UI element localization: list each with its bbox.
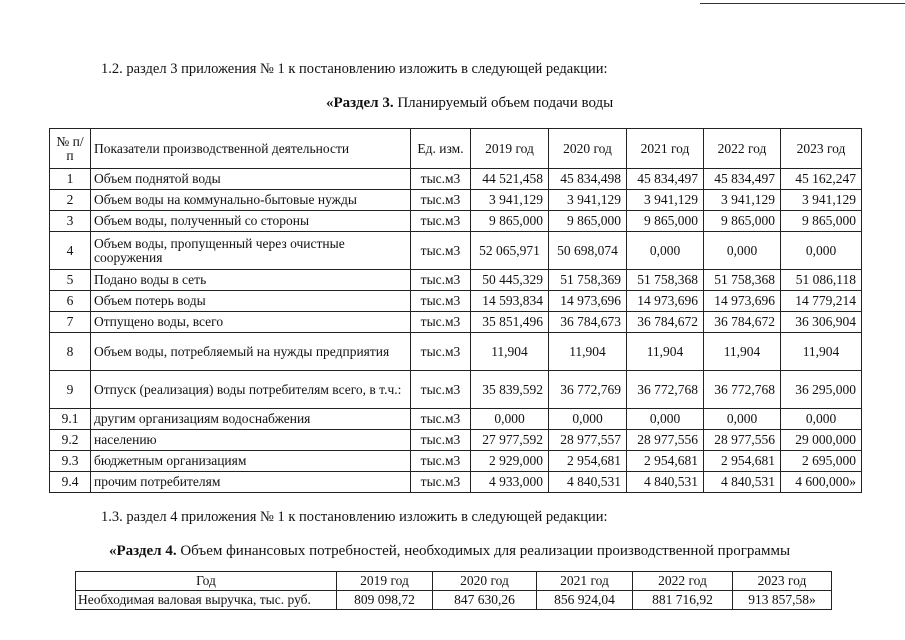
section-3-title: [326, 95, 613, 112]
row-value-2022: 36 784,672: [704, 312, 781, 333]
table-row: [50, 291, 862, 312]
header-year-2021: 2021 год: [627, 129, 704, 169]
row-value-2019: 9 865,000: [471, 211, 549, 232]
row-value-2020: 4 840,531: [549, 472, 627, 493]
row-unit: тыс.м3: [411, 169, 471, 190]
table-row: [50, 409, 862, 430]
row-indicator-name: Объем потерь воды: [91, 291, 411, 312]
row-num: 9.2: [50, 430, 91, 451]
row-value-2019: 2 929,000: [471, 451, 549, 472]
row-value-2021: 4 840,531: [627, 472, 704, 493]
section-4-title-rest: Объем финансовых потребностей, необходимых для реализации производственной программы: [176, 543, 791, 559]
row-value-2020: 45 834,498: [549, 169, 627, 190]
row-indicator-name: прочим потребителям: [91, 472, 411, 493]
top-rule-line: [700, 3, 905, 4]
row-indicator-name: Объем воды, потребляемый на нужды предприятия: [91, 333, 411, 371]
row-value-2022: 0,000: [704, 232, 781, 270]
row-num: 6: [50, 291, 91, 312]
row-value-2019: 3 941,129: [471, 190, 549, 211]
row-unit: тыс.м3: [411, 472, 471, 493]
row-value-2023: 0,000: [781, 232, 862, 270]
row-value-2021: 11,904: [627, 333, 704, 371]
row-value-2021: 9 865,000: [627, 211, 704, 232]
row-value-2023: 3 941,129: [781, 190, 862, 211]
table4-revenue-2020: 847 630,26: [433, 591, 537, 610]
row-value-2022: 51 758,368: [704, 270, 781, 291]
row-value-2022: 28 977,556: [704, 430, 781, 451]
row-value-2020: 14 973,696: [549, 291, 627, 312]
table-row: [50, 312, 862, 333]
row-value-2023: 0,000: [781, 409, 862, 430]
row-value-2023: 11,904: [781, 333, 862, 371]
section-4-title-bold: «Раздел 4.: [109, 543, 177, 559]
row-value-2023: 14 779,214: [781, 291, 862, 312]
header-name: Показатели производственной деятельности: [91, 129, 411, 169]
row-value-2023: 9 865,000: [781, 211, 862, 232]
table4-header-2021: 2021 год: [537, 572, 633, 591]
table-row: [50, 270, 862, 291]
row-value-2019: 0,000: [471, 409, 549, 430]
row-num: 9.1: [50, 409, 91, 430]
row-value-2021: 36 772,768: [627, 371, 704, 409]
row-indicator-name: населению: [91, 430, 411, 451]
row-unit: тыс.м3: [411, 312, 471, 333]
row-value-2021: 0,000: [627, 232, 704, 270]
row-value-2022: 0,000: [704, 409, 781, 430]
row-value-2023: 45 162,247: [781, 169, 862, 190]
row-value-2022: 14 973,696: [704, 291, 781, 312]
row-value-2019: 35 839,592: [471, 371, 549, 409]
row-indicator-name: другим организациям водоснабжения: [91, 409, 411, 430]
table4-header-row: [76, 572, 832, 591]
row-num: 4: [50, 232, 91, 270]
row-indicator-name: Подано воды в сеть: [91, 270, 411, 291]
row-value-2020: 28 977,557: [549, 430, 627, 451]
paragraph-1-2: 1.2. раздел 3 приложения № 1 к постановлению изложить в следующей редакции:: [101, 61, 608, 77]
row-indicator-name: Объем воды на коммунально-бытовые нужды: [91, 190, 411, 211]
row-value-2021: 0,000: [627, 409, 704, 430]
row-value-2021: 51 758,368: [627, 270, 704, 291]
row-value-2021: 36 784,672: [627, 312, 704, 333]
row-value-2019: 44 521,458: [471, 169, 549, 190]
row-value-2019: 14 593,834: [471, 291, 549, 312]
row-value-2021: 45 834,497: [627, 169, 704, 190]
row-value-2020: 9 865,000: [549, 211, 627, 232]
row-value-2022: 3 941,129: [704, 190, 781, 211]
row-value-2019: 27 977,592: [471, 430, 549, 451]
row-value-2022: 45 834,497: [704, 169, 781, 190]
row-indicator-name: Объем воды, пропущенный через очистные сооружения: [91, 232, 411, 270]
row-value-2023: 29 000,000: [781, 430, 862, 451]
row-unit: тыс.м3: [411, 333, 471, 371]
row-value-2023: 4 600,000»: [781, 472, 862, 493]
row-unit: тыс.м3: [411, 409, 471, 430]
table4-header-2020: 2020 год: [433, 572, 537, 591]
row-indicator-name: Объем поднятой воды: [91, 169, 411, 190]
row-value-2020: 51 758,369: [549, 270, 627, 291]
table4-revenue-2021: 856 924,04: [537, 591, 633, 610]
row-value-2021: 28 977,556: [627, 430, 704, 451]
row-value-2021: 14 973,696: [627, 291, 704, 312]
row-value-2023: 36 295,000: [781, 371, 862, 409]
row-num: 8: [50, 333, 91, 371]
table-row: [50, 333, 862, 371]
row-value-2020: 36 772,769: [549, 371, 627, 409]
table4-header-2022: 2022 год: [633, 572, 733, 591]
row-value-2020: 0,000: [549, 409, 627, 430]
row-value-2019: 11,904: [471, 333, 549, 371]
table4-revenue-2023: 913 857,58»: [733, 591, 832, 610]
header-year-2020: 2020 год: [549, 129, 627, 169]
row-value-2019: 35 851,496: [471, 312, 549, 333]
table4-header-year: Год: [76, 572, 337, 591]
row-unit: тыс.м3: [411, 232, 471, 270]
row-num: 9.3: [50, 451, 91, 472]
row-num: 3: [50, 211, 91, 232]
row-value-2020: 50 698,074: [549, 232, 627, 270]
table-row: [50, 430, 862, 451]
financial-needs-table: [75, 571, 832, 610]
header-num: № п/п: [50, 129, 91, 169]
section-3-title-bold: «Раздел 3.: [326, 95, 394, 111]
row-value-2022: 36 772,768: [704, 371, 781, 409]
row-value-2023: 2 695,000: [781, 451, 862, 472]
row-value-2023: 36 306,904: [781, 312, 862, 333]
header-year-2022: 2022 год: [704, 129, 781, 169]
row-num: 1: [50, 169, 91, 190]
header-year-2019: 2019 год: [471, 129, 549, 169]
row-unit: тыс.м3: [411, 451, 471, 472]
row-unit: тыс.м3: [411, 270, 471, 291]
row-value-2022: 4 840,531: [704, 472, 781, 493]
table-row: [50, 169, 862, 190]
row-unit: тыс.м3: [411, 430, 471, 451]
table4-header-2019: 2019 год: [337, 572, 433, 591]
row-value-2019: 4 933,000: [471, 472, 549, 493]
row-value-2023: 51 086,118: [781, 270, 862, 291]
header-unit: Ед. изм.: [411, 129, 471, 169]
table-header-row: [50, 129, 862, 169]
row-value-2020: 11,904: [549, 333, 627, 371]
section-4-title: [109, 543, 790, 560]
row-value-2021: 3 941,129: [627, 190, 704, 211]
header-year-2023: 2023 год: [781, 129, 862, 169]
section-3-title-rest: Планируемый объем подачи воды: [393, 95, 614, 111]
row-num: 5: [50, 270, 91, 291]
row-value-2021: 2 954,681: [627, 451, 704, 472]
paragraph-1-3: 1.3. раздел 4 приложения № 1 к постановлению изложить в следующей редакции:: [101, 509, 608, 525]
row-num: 9.4: [50, 472, 91, 493]
table-row: [50, 472, 862, 493]
table4-revenue-2022: 881 716,92: [633, 591, 733, 610]
row-value-2019: 52 065,971: [471, 232, 549, 270]
table4-revenue-2019: 809 098,72: [337, 591, 433, 610]
row-value-2019: 50 445,329: [471, 270, 549, 291]
row-indicator-name: бюджетным организациям: [91, 451, 411, 472]
row-unit: тыс.м3: [411, 190, 471, 211]
water-supply-table: [49, 128, 862, 493]
table-row: [50, 371, 862, 409]
row-value-2022: 11,904: [704, 333, 781, 371]
row-indicator-name: Отпуск (реализация) воды потребителям всего, в т.ч.:: [91, 371, 411, 409]
row-value-2020: 36 784,673: [549, 312, 627, 333]
row-value-2020: 3 941,129: [549, 190, 627, 211]
row-value-2020: 2 954,681: [549, 451, 627, 472]
table-row: [50, 232, 862, 270]
row-unit: тыс.м3: [411, 211, 471, 232]
table4-header-2023: 2023 год: [733, 572, 832, 591]
row-unit: тыс.м3: [411, 291, 471, 312]
row-indicator-name: Объем воды, полученный со стороны: [91, 211, 411, 232]
row-num: 7: [50, 312, 91, 333]
table4-revenue-label: Необходимая валовая выручка, тыс. руб.: [76, 591, 337, 610]
row-num: 9: [50, 371, 91, 409]
table-row: [50, 211, 862, 232]
row-value-2022: 2 954,681: [704, 451, 781, 472]
row-num: 2: [50, 190, 91, 211]
row-indicator-name: Отпущено воды, всего: [91, 312, 411, 333]
row-value-2022: 9 865,000: [704, 211, 781, 232]
table-row: [50, 190, 862, 211]
row-unit: тыс.м3: [411, 371, 471, 409]
table-row: [50, 451, 862, 472]
table4-revenue-row: [76, 591, 832, 610]
